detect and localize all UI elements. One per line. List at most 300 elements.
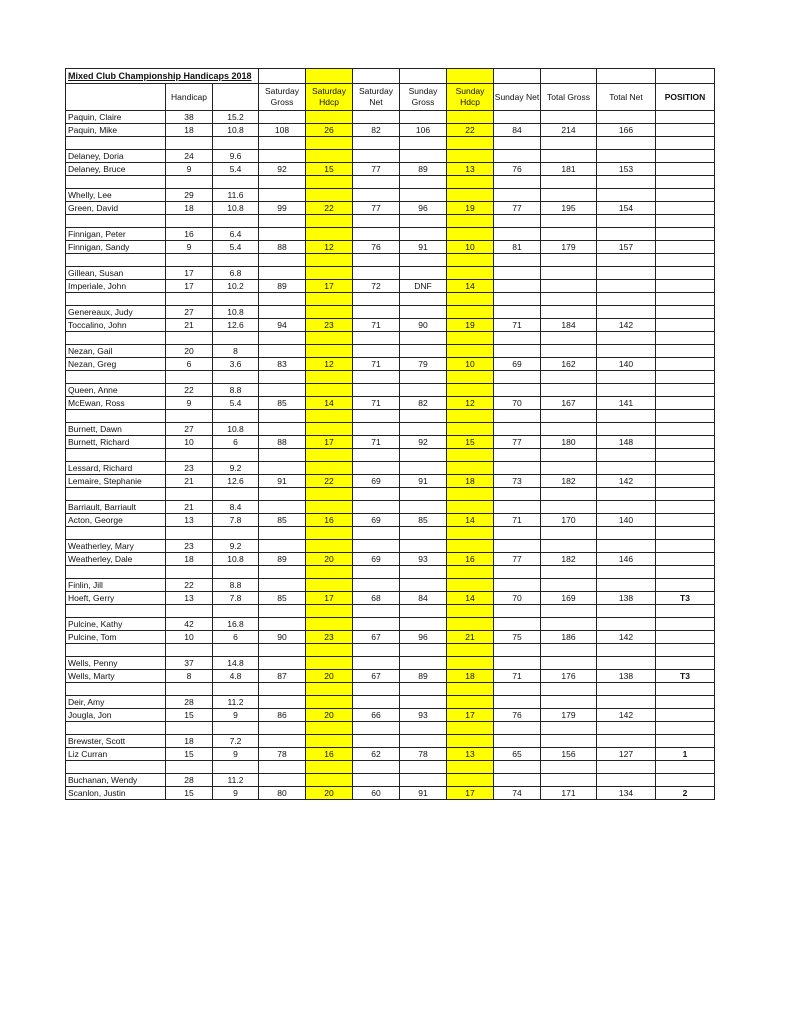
blank-cell: [306, 735, 353, 748]
player-name: Burnett, Richard: [66, 436, 166, 449]
team-sun-gross: 93: [400, 553, 447, 566]
blank-cell: [447, 579, 494, 592]
blank-cell: [597, 488, 656, 501]
blank-cell: [597, 254, 656, 267]
blank-cell: [447, 696, 494, 709]
blank-cell: [494, 384, 541, 397]
player-adjusted-handicap: 3.6: [213, 358, 259, 371]
blank-cell: [400, 540, 447, 553]
player-handicap: 10: [166, 631, 213, 644]
player-name: Lessard, Richard: [66, 462, 166, 475]
blank-cell: [494, 488, 541, 501]
blank-cell: [259, 332, 306, 345]
blank-cell: [656, 735, 715, 748]
player-name: Nezan, Greg: [66, 358, 166, 371]
header-total-net: Total Net: [597, 84, 656, 111]
blank-cell: [353, 111, 400, 124]
blank-cell: [597, 579, 656, 592]
blank-cell: [494, 228, 541, 241]
team-total-net: 134: [597, 787, 656, 800]
player-adjusted-handicap: 5.4: [213, 241, 259, 254]
blank-cell: [494, 540, 541, 553]
spacer-row: [66, 215, 715, 228]
blank-cell: [494, 501, 541, 514]
spacer-row: [66, 449, 715, 462]
player-name: Burnett, Dawn: [66, 423, 166, 436]
team-sun-gross: 93: [400, 709, 447, 722]
blank-cell: [447, 371, 494, 384]
blank-cell: [656, 371, 715, 384]
blank-cell: [447, 176, 494, 189]
player-row: [66, 514, 715, 527]
blank-cell: [166, 644, 213, 657]
team-sat-net: 71: [353, 319, 400, 332]
blank-cell: [259, 189, 306, 202]
blank-cell: [597, 189, 656, 202]
blank-cell: [597, 228, 656, 241]
team-sat-hdcp: 16: [306, 514, 353, 527]
blank-cell: [259, 111, 306, 124]
blank-cell: [400, 111, 447, 124]
sheet-title: Mixed Club Championship Handicaps 2018: [66, 69, 259, 84]
spacer-row: [66, 332, 715, 345]
blank-cell: [306, 267, 353, 280]
blank-cell: [597, 644, 656, 657]
blank-cell: [541, 488, 597, 501]
header-sat-net-label: Saturday Net: [358, 86, 394, 107]
blank-cell: [656, 605, 715, 618]
blank-cell: [656, 332, 715, 345]
team-sat-hdcp: 22: [306, 475, 353, 488]
player-handicap: 27: [166, 423, 213, 436]
blank-cell: [353, 501, 400, 514]
blank-cell: [400, 683, 447, 696]
blank-cell: [259, 735, 306, 748]
blank-cell: [597, 566, 656, 579]
blank-cell: [353, 69, 400, 84]
blank-cell: [597, 540, 656, 553]
player-adjusted-handicap: 7.8: [213, 592, 259, 605]
blank-cell: [353, 410, 400, 423]
player-row: [66, 709, 715, 722]
blank-cell: [213, 644, 259, 657]
player-name: Finlin, Jill: [66, 579, 166, 592]
team-sat-net: 71: [353, 436, 400, 449]
player-row: [66, 423, 715, 436]
team-sat-gross: 89: [259, 280, 306, 293]
blank-cell: [656, 488, 715, 501]
team-sun-hdcp: 12: [447, 397, 494, 410]
team-total-gross: 176: [541, 670, 597, 683]
blank-cell: [259, 215, 306, 228]
player-handicap: 23: [166, 462, 213, 475]
blank-cell: [213, 215, 259, 228]
blank-cell: [400, 423, 447, 436]
blank-cell: [400, 267, 447, 280]
blank-cell: [259, 410, 306, 423]
team-sat-gross: 85: [259, 514, 306, 527]
blank-cell: [213, 605, 259, 618]
blank-cell: [166, 293, 213, 306]
blank-cell: [656, 137, 715, 150]
team-sat-gross: 88: [259, 241, 306, 254]
blank-cell: [447, 735, 494, 748]
blank-cell: [353, 488, 400, 501]
team-sat-hdcp: 17: [306, 436, 353, 449]
blank-cell: [597, 449, 656, 462]
blank-cell: [400, 332, 447, 345]
blank-cell: [213, 566, 259, 579]
player-row: [66, 306, 715, 319]
team-sat-gross: 94: [259, 319, 306, 332]
blank-cell: [541, 306, 597, 319]
team-sun-gross: 89: [400, 163, 447, 176]
player-name: Barriault, Barriault: [66, 501, 166, 514]
team-sat-hdcp: 17: [306, 592, 353, 605]
blank-cell: [494, 774, 541, 787]
blank-cell: [447, 111, 494, 124]
blank-cell: [306, 449, 353, 462]
blank-cell: [541, 735, 597, 748]
blank-cell: [597, 774, 656, 787]
blank-cell: [66, 371, 166, 384]
spacer-row: [66, 488, 715, 501]
blank-cell: [656, 306, 715, 319]
blank-cell: [541, 449, 597, 462]
blank-cell: [166, 683, 213, 696]
player-handicap: 9: [166, 397, 213, 410]
header-total-gross: Total Gross: [541, 84, 597, 111]
player-name: Pulcine, Kathy: [66, 618, 166, 631]
blank-cell: [213, 371, 259, 384]
blank-cell: [306, 371, 353, 384]
blank-cell: [541, 384, 597, 397]
player-adjusted-handicap: 8.8: [213, 579, 259, 592]
blank-cell: [166, 254, 213, 267]
blank-cell: [541, 215, 597, 228]
blank-cell: [400, 449, 447, 462]
player-adjusted-handicap: 11.2: [213, 774, 259, 787]
player-adjusted-handicap: 6.4: [213, 228, 259, 241]
team-total-net: 138: [597, 592, 656, 605]
team-sun-gross: DNF: [400, 280, 447, 293]
team-total-net: [597, 280, 656, 293]
team-position: [656, 709, 715, 722]
player-adjusted-handicap: 11.2: [213, 696, 259, 709]
header-sun-hdcp-label: Sunday Hdcp: [455, 86, 485, 107]
player-handicap: 20: [166, 345, 213, 358]
blank-cell: [66, 137, 166, 150]
blank-cell: [306, 683, 353, 696]
player-row: [66, 358, 715, 371]
blank-cell: [541, 618, 597, 631]
player-row: [66, 319, 715, 332]
blank-cell: [597, 696, 656, 709]
header-position: POSITION: [656, 84, 715, 111]
blank-cell: [494, 111, 541, 124]
blank-cell: [494, 449, 541, 462]
team-total-net: 142: [597, 631, 656, 644]
player-name: Imperiale, John: [66, 280, 166, 293]
blank-cell: [353, 540, 400, 553]
blank-cell: [306, 761, 353, 774]
team-sat-gross: 99: [259, 202, 306, 215]
player-adjusted-handicap: 9: [213, 748, 259, 761]
blank-cell: [306, 722, 353, 735]
player-adjusted-handicap: 10.8: [213, 202, 259, 215]
player-name: McEwan, Ross: [66, 397, 166, 410]
blank-cell: [259, 501, 306, 514]
blank-cell: [494, 306, 541, 319]
team-sun-net: 77: [494, 553, 541, 566]
blank-cell: [447, 423, 494, 436]
blank-cell: [447, 527, 494, 540]
blank-cell: [447, 150, 494, 163]
player-row: [66, 397, 715, 410]
blank-cell: [447, 254, 494, 267]
team-sun-hdcp: 14: [447, 514, 494, 527]
player-adjusted-handicap: 5.4: [213, 163, 259, 176]
team-sun-hdcp: 17: [447, 709, 494, 722]
blank-cell: [656, 722, 715, 735]
blank-cell: [656, 579, 715, 592]
blank-cell: [353, 215, 400, 228]
blank-cell: [447, 566, 494, 579]
player-name: Queen, Anne: [66, 384, 166, 397]
team-total-net: 166: [597, 124, 656, 137]
player-name: Nezan, Gail: [66, 345, 166, 358]
blank-cell: [597, 657, 656, 670]
team-sun-gross: 96: [400, 202, 447, 215]
blank-cell: [400, 293, 447, 306]
blank-cell: [353, 306, 400, 319]
blank-cell: [656, 69, 715, 84]
player-row: [66, 111, 715, 124]
player-adjusted-handicap: 6.8: [213, 267, 259, 280]
team-position: [656, 280, 715, 293]
blank-cell: [597, 384, 656, 397]
header-sat-hdcp-label: Saturday Hdcp: [311, 86, 347, 107]
blank-cell: [656, 150, 715, 163]
team-position: [656, 358, 715, 371]
blank-cell: [259, 137, 306, 150]
header-sat-gross: [259, 84, 306, 111]
blank-cell: [597, 722, 656, 735]
team-sat-gross: 90: [259, 631, 306, 644]
player-name: Paquin, Claire: [66, 111, 166, 124]
blank-cell: [400, 761, 447, 774]
blank-cell: [66, 683, 166, 696]
header-sun-net: [494, 84, 541, 111]
blank-cell: [66, 84, 166, 111]
blank-cell: [259, 683, 306, 696]
blank-cell: [259, 306, 306, 319]
team-total-gross: 182: [541, 553, 597, 566]
blank-cell: [306, 540, 353, 553]
blank-cell: [166, 605, 213, 618]
player-row: [66, 553, 715, 566]
blank-cell: [259, 644, 306, 657]
blank-cell: [597, 332, 656, 345]
blank-cell: [306, 150, 353, 163]
team-position: [656, 436, 715, 449]
team-position: [656, 397, 715, 410]
blank-cell: [656, 696, 715, 709]
player-handicap: 22: [166, 579, 213, 592]
blank-cell: [597, 306, 656, 319]
player-adjusted-handicap: 9.2: [213, 462, 259, 475]
team-position: [656, 319, 715, 332]
blank-cell: [66, 293, 166, 306]
blank-cell: [656, 761, 715, 774]
team-total-gross: 169: [541, 592, 597, 605]
blank-cell: [353, 644, 400, 657]
blank-cell: [494, 176, 541, 189]
team-sun-hdcp: 17: [447, 787, 494, 800]
spacer-row: [66, 644, 715, 657]
team-sun-net: 76: [494, 163, 541, 176]
team-position: [656, 475, 715, 488]
team-total-gross: 182: [541, 475, 597, 488]
player-name: Weatherley, Dale: [66, 553, 166, 566]
team-sun-net: 84: [494, 124, 541, 137]
handicap-table: [65, 68, 715, 800]
team-sat-net: 71: [353, 358, 400, 371]
blank-cell: [656, 189, 715, 202]
player-adjusted-handicap: 10.8: [213, 553, 259, 566]
blank-cell: [494, 345, 541, 358]
team-total-net: 154: [597, 202, 656, 215]
team-total-net: 148: [597, 436, 656, 449]
blank-cell: [213, 293, 259, 306]
blank-cell: [306, 618, 353, 631]
blank-cell: [447, 722, 494, 735]
blank-cell: [166, 371, 213, 384]
team-sat-hdcp: 26: [306, 124, 353, 137]
blank-cell: [447, 384, 494, 397]
player-name: Acton, George: [66, 514, 166, 527]
blank-cell: [353, 683, 400, 696]
blank-cell: [353, 332, 400, 345]
team-total-gross: 179: [541, 709, 597, 722]
blank-cell: [400, 696, 447, 709]
blank-cell: [541, 254, 597, 267]
blank-cell: [353, 345, 400, 358]
player-adjusted-handicap: 9: [213, 787, 259, 800]
team-sat-gross: 108: [259, 124, 306, 137]
blank-cell: [66, 449, 166, 462]
blank-cell: [597, 215, 656, 228]
blank-cell: [541, 423, 597, 436]
blank-cell: [494, 423, 541, 436]
spacer-row: [66, 761, 715, 774]
blank-cell: [541, 267, 597, 280]
blank-cell: [656, 501, 715, 514]
blank-cell: [66, 254, 166, 267]
team-total-net: 140: [597, 358, 656, 371]
team-sat-hdcp: 12: [306, 241, 353, 254]
blank-cell: [656, 111, 715, 124]
team-sun-hdcp: 13: [447, 163, 494, 176]
blank-cell: [66, 722, 166, 735]
blank-cell: [66, 761, 166, 774]
blank-cell: [541, 566, 597, 579]
blank-cell: [656, 683, 715, 696]
blank-cell: [306, 137, 353, 150]
team-sun-hdcp: 19: [447, 202, 494, 215]
player-handicap: 16: [166, 228, 213, 241]
player-handicap: 8: [166, 670, 213, 683]
blank-cell: [213, 683, 259, 696]
blank-cell: [400, 488, 447, 501]
blank-cell: [400, 657, 447, 670]
blank-cell: [400, 137, 447, 150]
blank-cell: [541, 579, 597, 592]
player-name: Delaney, Bruce: [66, 163, 166, 176]
blank-cell: [447, 449, 494, 462]
blank-cell: [541, 462, 597, 475]
blank-cell: [541, 605, 597, 618]
blank-cell: [306, 488, 353, 501]
team-sun-hdcp: 10: [447, 358, 494, 371]
player-row: [66, 787, 715, 800]
player-row: [66, 696, 715, 709]
player-handicap: 21: [166, 319, 213, 332]
player-handicap: 13: [166, 592, 213, 605]
blank-cell: [400, 215, 447, 228]
blank-cell: [259, 371, 306, 384]
player-row: [66, 774, 715, 787]
team-sat-net: 60: [353, 787, 400, 800]
blank-cell: [656, 774, 715, 787]
team-sun-net: 74: [494, 787, 541, 800]
header-sun-net-label: Sunday Net: [494, 91, 540, 102]
team-sat-net: 69: [353, 514, 400, 527]
player-adjusted-handicap: 12.6: [213, 319, 259, 332]
team-sat-gross: 89: [259, 553, 306, 566]
blank-cell: [166, 761, 213, 774]
blank-cell: [541, 527, 597, 540]
team-sat-hdcp: 20: [306, 709, 353, 722]
team-position: [656, 163, 715, 176]
blank-cell: [306, 774, 353, 787]
blank-cell: [656, 527, 715, 540]
player-name: Deir, Amy: [66, 696, 166, 709]
blank-cell: [259, 449, 306, 462]
blank-cell: [597, 176, 656, 189]
blank-cell: [213, 84, 259, 111]
team-sat-hdcp: 20: [306, 787, 353, 800]
blank-cell: [306, 254, 353, 267]
blank-cell: [494, 254, 541, 267]
team-position: T3: [656, 670, 715, 683]
blank-cell: [259, 540, 306, 553]
team-sat-gross: 80: [259, 787, 306, 800]
team-position: 1: [656, 748, 715, 761]
spacer-row: [66, 293, 715, 306]
blank-cell: [259, 176, 306, 189]
player-handicap: 23: [166, 540, 213, 553]
blank-cell: [656, 644, 715, 657]
blank-cell: [494, 332, 541, 345]
blank-cell: [541, 293, 597, 306]
player-row: [66, 124, 715, 137]
player-adjusted-handicap: 6: [213, 436, 259, 449]
blank-cell: [494, 462, 541, 475]
blank-cell: [400, 176, 447, 189]
team-sun-gross: 79: [400, 358, 447, 371]
blank-cell: [213, 761, 259, 774]
